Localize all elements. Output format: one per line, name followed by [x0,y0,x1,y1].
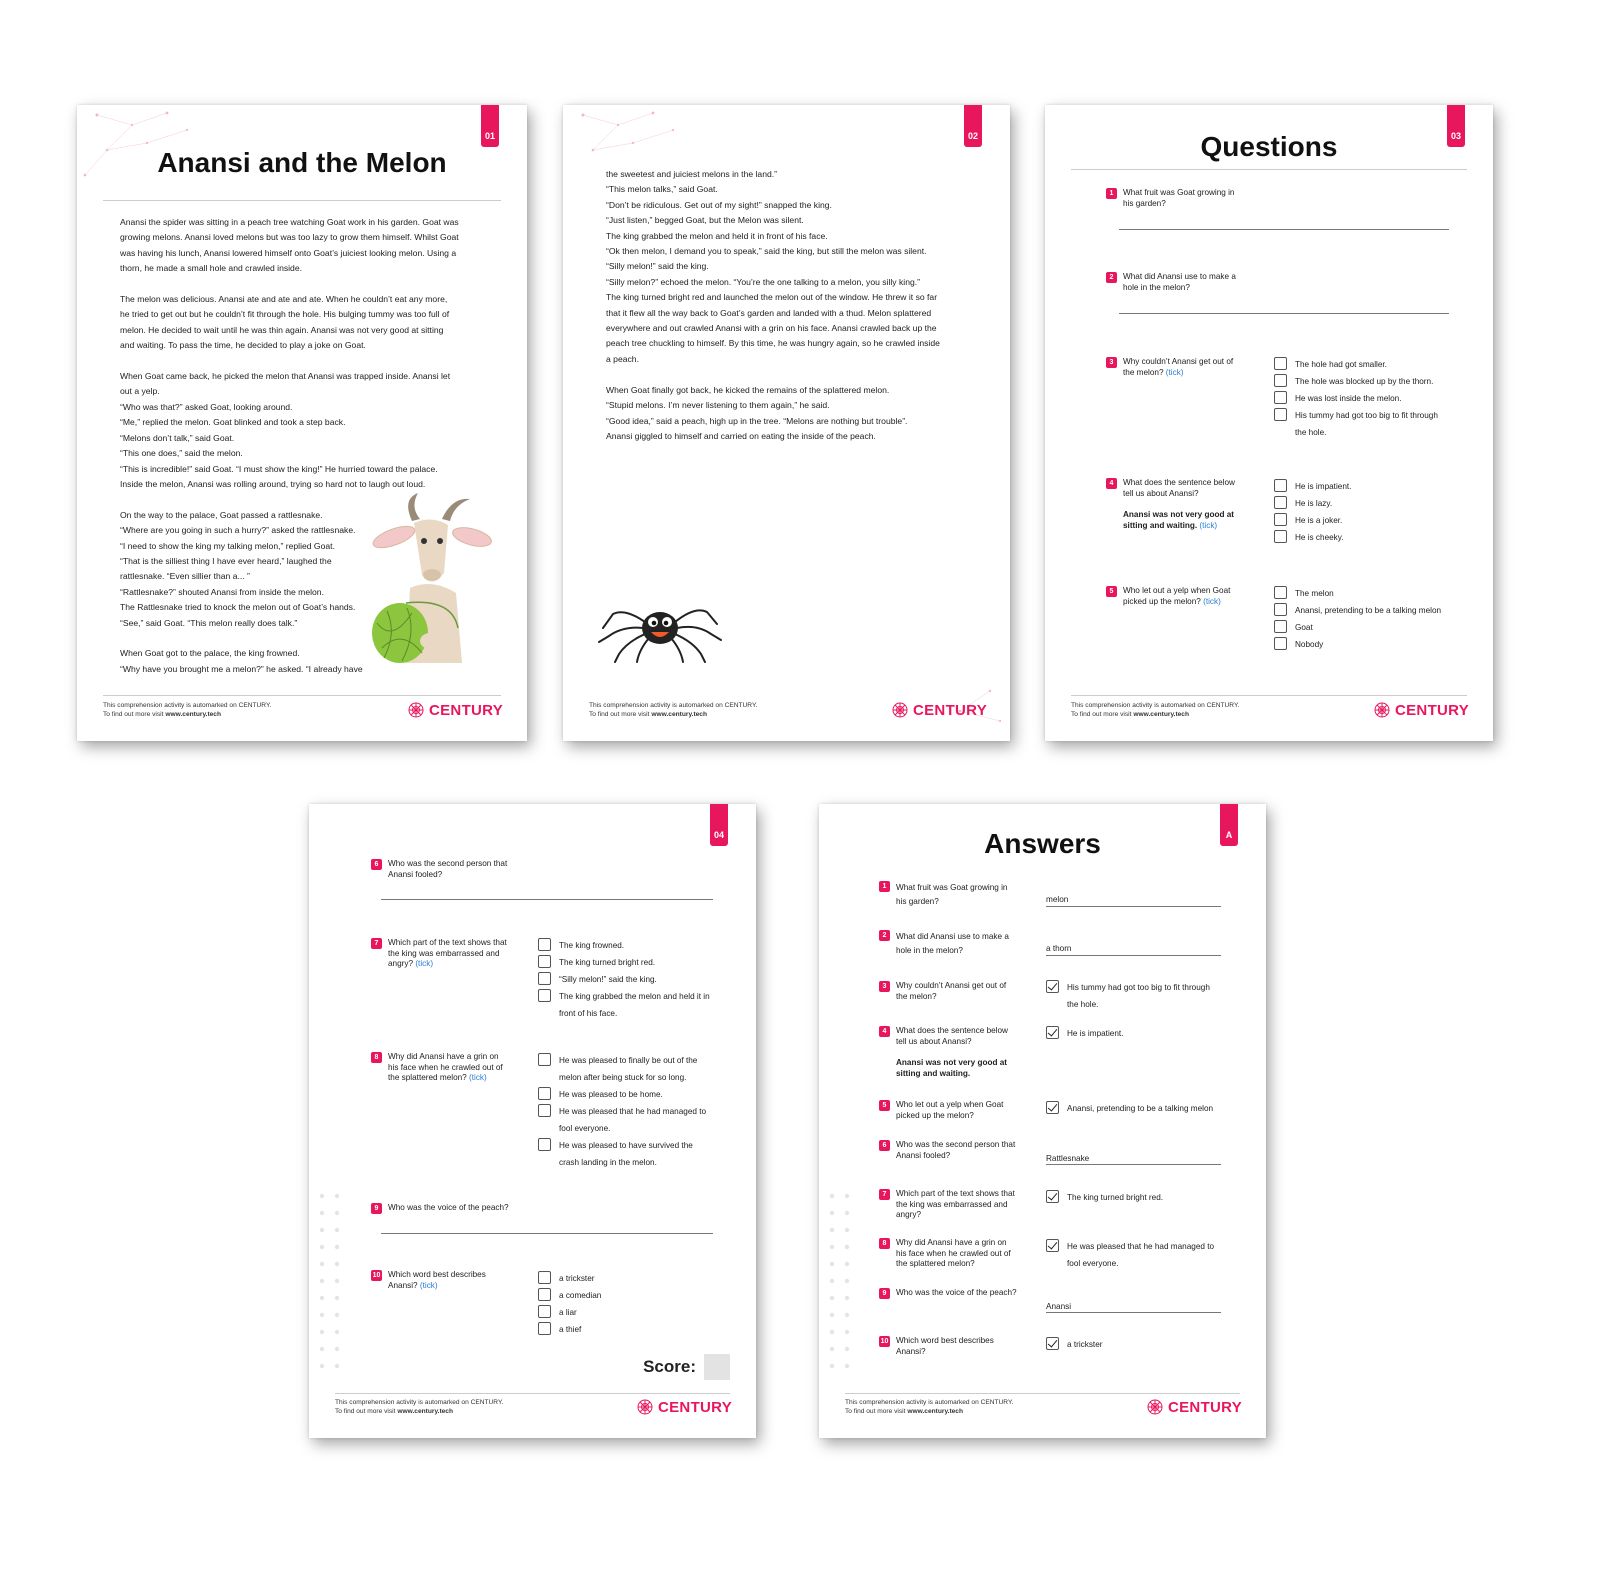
option-label: melon after being stuck for so long. [559,1073,687,1082]
tick-hint: (tick) [469,1073,487,1083]
option-checkbox[interactable] [1274,479,1287,492]
century-logo-text: CENTURY [913,701,988,719]
century-logo-text: CENTURY [1395,701,1470,719]
question-number: 3 [879,981,890,992]
text-line: and waiting. To pass the time, he decided to play a joke on Goat. [120,340,366,351]
text-line: “Who was that?” asked Goat, looking around. [120,401,293,412]
checkbox-checked [1046,1026,1059,1039]
tick-hint: (tick) [1203,596,1221,606]
option-checkbox[interactable] [538,1305,551,1318]
footer-note: This comprehension activity is automarked on CENTURY. To find out more visit www.century.tech [845,1399,1014,1415]
option-label: Nobody [1295,640,1324,649]
option-checkbox[interactable] [538,989,551,1002]
option-row [538,1052,738,1069]
tick-hint: (tick) [415,959,434,969]
answer-choice-8: He was pleased that he had managed to fool everyone. [1046,1238,1246,1272]
answer-row-8: 8 Why did Anansi have a grin on his face when he crawled out of the splattered melon? [879,1238,1049,1272]
answer-value: melon [1046,895,1069,904]
century-logo-icon [891,701,909,719]
answer-line-9[interactable] [381,1233,713,1234]
page-number-tab: 03 [1447,105,1465,147]
text-line: Anansi the spider was sitting in a peach tree watching Goat work in his garden. Goat was [120,217,459,227]
option-checkbox[interactable] [538,1271,551,1284]
century-logo-text: CENTURY [429,701,504,719]
checkbox-checked [1046,1101,1059,1114]
option-label: The king grabbed the melon and held it in [559,992,710,1001]
question-number: 1 [1106,188,1117,199]
option-label: His tummy had got too big to fit through [1295,411,1438,420]
text-line: “Stupid melons. I’m never listening to them again,” he said. [606,400,830,411]
answer-line-1[interactable] [1119,229,1449,230]
option-row [1274,373,1474,390]
option-label: a thief [559,1325,582,1334]
answer-value: Anansi [1046,1302,1072,1311]
question-number: 9 [879,1288,890,1299]
option-label: Goat [1295,623,1313,632]
text-line: was having his lunch, Anansi lowered himself onto Goat’s juiciest looking melon. Using a [120,247,457,258]
text-line: “Rattlesnake?” shouted Anansi from inside the melon. [120,586,324,597]
option-row [538,1287,738,1304]
century-logo [1373,701,1469,719]
option-label: He was pleased to be home. [559,1090,663,1099]
text-line: The king grabbed the melon and held it in front of his face. [606,230,828,241]
century-logo-text: CENTURY [658,1398,733,1416]
answer-row-5: 5 Who let out a yelp when Goat picked up the melon? [879,1100,1049,1124]
option-row [1274,390,1474,407]
text-line: that it flew all the way back to Goat’s garden and landed with a thud. Melon splattered [606,307,932,318]
answer-line [1046,1312,1221,1313]
option-checkbox[interactable] [1274,408,1287,421]
answer-line-2[interactable] [1119,313,1449,314]
tick-hint: (tick) [419,1280,438,1290]
question-1: 1 What fruit was Goat growing in his garden? [1106,188,1276,212]
option-row [1274,619,1474,636]
text-line: “Me,” replied the melon. Goat blinked and took a step back. [120,417,346,428]
century-logo-icon [407,701,425,719]
footer-link[interactable]: www.century.tech [907,1408,964,1415]
text-line: “Just listen,” begged Goat, but the Melon was silent. [606,215,804,226]
option-checkbox[interactable] [1274,496,1287,509]
option-row [1274,529,1474,546]
option-checkbox[interactable] [1274,391,1287,404]
story-text-continued [606,167,986,444]
answer-choice-3: His tummy had got too big to fit through the hole. [1046,979,1246,1013]
option-row [1274,636,1474,653]
option-label: crash landing in the melon. [559,1158,657,1167]
option-label: He is impatient. [1295,482,1352,491]
question-3: 3 Why couldn’t Anansi get out of the melon? (tick) [1106,357,1276,381]
option-checkbox[interactable] [1274,357,1287,370]
question-number: 8 [371,1052,382,1063]
answer-row-3: 3 Why couldn’t Anansi get out of the melon? [879,981,1049,1005]
question-number: 4 [1106,478,1117,489]
footer-note: This comprehension activity is automarked on CENTURY. To find out more visit www.century.tech [1071,702,1240,718]
option-row [538,1321,738,1338]
question-number: 9 [371,1203,382,1214]
worksheet-page-1 [77,105,527,741]
footer-note: This comprehension activity is automarked on CENTURY. To find out more visit www.century.tech [103,702,272,718]
option-row [1274,356,1474,373]
worksheet-page-3-questions [1045,105,1493,741]
text-line: “Melons don’t talk,” said Goat. [120,432,235,443]
option-continuation [538,1120,738,1137]
text-line: “This melon talks,” said Goat. [606,184,718,195]
answer-row-1: 1 What fruit was Goat growing in his garden? [879,881,1049,905]
question-number: 2 [1106,272,1117,283]
century-logo-icon [636,1398,654,1416]
option-checkbox[interactable] [538,1053,551,1066]
text-line [120,354,500,369]
answer-choice-4: He is impatient. [1046,1025,1246,1042]
answer-value: Rattlesnake [1046,1154,1090,1163]
option-label: front of his face. [559,1009,618,1018]
option-label: the hole. [1295,428,1327,437]
option-label: He was pleased that he had managed to [559,1107,707,1116]
footer-link[interactable]: www.century.tech [1133,711,1190,718]
question-number: 4 [879,1026,890,1037]
questions-title: Questions [1200,131,1338,162]
options-question-4 [1274,478,1474,546]
question-number: 5 [879,1100,890,1111]
century-logo [891,701,987,719]
option-label: The king frowned. [559,941,625,950]
answer-row-7: 7 Which part of the text shows that the king was embarrassed and angry? [879,1189,1049,1223]
text-line: “Silly melon!” said the king. [606,261,709,272]
question-4: 4 What does the sentence below tell us about Anansi? Anansi was not very good at sitting and waiting. (tick) [1106,478,1276,538]
checkbox-checked [1046,980,1059,993]
option-label: a comedian [559,1291,602,1300]
century-logo-icon [1373,701,1391,719]
text-line: The melon was delicious. Anansi ate and ate and ate. When he couldn’t eat any more, [120,294,448,305]
text-line [606,367,986,382]
footer-divider [103,695,501,696]
option-row [538,1270,738,1287]
answer-row-4: 4 What does the sentence below tell us about Anansi? Anansi was not very good at sitting and waiting. [879,1026,1049,1082]
option-checkbox[interactable] [538,972,551,985]
text-line: The king turned bright red and launched the melon out of the window. He threw it so far [606,292,938,303]
answers-title: Answers [984,828,1101,859]
option-label: He was pleased to have survived the [559,1141,693,1150]
question-number: 8 [879,1238,890,1249]
options-question-5 [1274,585,1474,653]
option-checkbox[interactable] [538,1104,551,1117]
option-checkbox[interactable] [538,1322,551,1335]
footer-link[interactable]: www.century.tech [651,711,708,718]
question-number: 2 [879,930,890,941]
question-2: 2 What did Anansi use to make a hole in the melon? [1106,272,1276,296]
option-row [1274,407,1474,424]
option-continuation [538,1069,738,1086]
century-logo-icon [1146,1398,1164,1416]
answer-line [1046,955,1221,956]
option-label: He was pleased to finally be out of the [559,1056,698,1065]
century-logo [636,1398,732,1416]
dot-grid-decoration [315,1192,345,1372]
option-label: a trickster [559,1274,595,1283]
option-row [538,988,738,1005]
option-row [1274,602,1474,619]
text-line: “This is incredible!” said Goat. “I must show the king!” He hurried toward the palace. [120,463,438,474]
text-line: growing melons. Anansi loved melons but was too lazy to grow them himself. Whilst Goat [120,232,459,243]
dot-grid-decoration [825,1192,855,1372]
question-number: 10 [372,1272,381,1279]
footer-link[interactable]: www.century.tech [165,711,222,718]
question-7: 7 Which part of the text shows that the king was embarrassed and angry? (tick) [371,938,541,972]
option-row [1274,495,1474,512]
answer-choice-10: a trickster [1046,1336,1246,1353]
text-line: melon. He decided to wait until he was thin again. Anansi was not very good at sitting [120,324,444,335]
option-checkbox[interactable] [538,938,551,951]
checkbox-checked [1046,1337,1059,1350]
option-row [1274,478,1474,495]
text-line: rattlesnake. “Even sillier than a... ” [120,571,250,582]
text-line: When Goat finally got back, he kicked the remains of the splattered melon. [606,384,890,395]
text-line: When Goat came back, he picked the melon that Anansi was trapped inside. Anansi let [120,371,451,382]
century-logo [1146,1398,1242,1416]
answer-choice-5: Anansi, pretending to be a talking melon [1046,1100,1256,1117]
option-row [538,971,738,988]
option-continuation [1274,424,1474,441]
text-line: “I need to show the king my talking melon,” replied Goat. [120,540,335,551]
page-number-tab: 01 [481,105,499,147]
footer-link[interactable]: www.century.tech [397,1408,454,1415]
option-row [538,1103,738,1120]
score-box[interactable] [704,1354,730,1380]
text-line: thorn, he made a small hole and crawled inside. [120,263,303,274]
text-line: The Rattlesnake tried to knock the melon out of Goat’s hands. [120,602,356,613]
option-checkbox[interactable] [1274,530,1287,543]
text-line: he tried to get out but he couldn’t fit through the hole. His bulging tummy was too full of [120,309,450,320]
option-continuation [538,1154,738,1171]
option-label: He was lost inside the melon. [1295,394,1402,403]
option-checkbox[interactable] [538,1138,551,1151]
score-label: Score: [643,1357,696,1376]
option-row [538,937,738,954]
options-question-3 [1274,356,1474,441]
question-number: 10 [880,1338,889,1345]
worksheet-answers-page [819,804,1266,1438]
option-label: “Silly melon!” said the king. [559,975,657,984]
story-title: Anansi and the Melon [157,147,447,178]
option-checkbox[interactable] [538,1288,551,1301]
option-label: The hole had got smaller. [1295,360,1387,369]
answer-row-6: 6 Who was the second person that Anansi fooled? [879,1140,1049,1164]
text-line: a peach. [606,353,639,364]
options-question-8 [538,1052,738,1171]
option-label: The melon [1295,589,1334,598]
option-label: He is a joker. [1295,516,1343,525]
text-line: “That is the silliest thing I have ever heard,” laughed the [120,555,332,566]
page-number-tab: 04 [710,804,728,846]
text-line: “See,” said Goat. “This melon really does talk.” [120,617,298,628]
worksheet-page-2 [563,105,1010,741]
tick-hint: (tick) [1199,520,1218,530]
question-number: 7 [371,938,382,949]
title-divider [103,200,501,201]
text-line: Inside the melon, Anansi was rolling around, trying so hard not to laugh out loud. [120,478,426,489]
goat-holding-melon-illustration [372,493,492,668]
option-checkbox[interactable] [1274,513,1287,526]
option-row [538,1137,738,1154]
option-label: He is lazy. [1295,499,1333,508]
question-number: 5 [1106,586,1117,597]
option-checkbox[interactable] [1274,620,1287,633]
option-checkbox[interactable] [1274,637,1287,650]
text-line: “Why have you brought me a melon?” he asked. “I already have [120,663,363,674]
answer-line-6[interactable] [381,899,713,900]
option-row [538,1086,738,1103]
text-line: “Where are you going in such a hurry?” asked the rattlesnake. [120,525,356,536]
text-line: everywhere and out crawled Anansi with a grin on his face. Anansi crawled back up the [606,323,937,334]
score-field [643,1354,730,1380]
text-line: “Don’t be ridiculous. Get out of my sight!” snapped the king. [606,199,832,210]
answer-row-9: 9 Who was the voice of the peach? [879,1288,1079,1300]
option-label: The king turned bright red. [559,958,656,967]
option-continuation [538,1005,738,1022]
option-row [1274,585,1474,602]
option-label: The hole was blocked up by the thorn. [1295,377,1434,386]
answer-choice-7: The king turned bright red. [1046,1189,1246,1206]
question-6: 6 Who was the second person that Anansi fooled? [371,859,541,883]
option-label: Anansi, pretending to be a talking melon [1295,606,1442,615]
tick-hint: (tick) [1165,367,1184,377]
options-question-7 [538,937,738,1022]
text-line: the sweetest and juiciest melons in the land.” [606,169,778,179]
text-line: “This one does,” said the melon. [120,448,243,459]
text-line: peach tree chuckling to himself. By this time, he was hungry again, so he crawled inside [606,338,940,349]
worksheet-page-4-questions [309,804,756,1438]
options-question-10 [538,1270,738,1338]
option-row [538,954,738,971]
century-logo-text: CENTURY [1168,1398,1243,1416]
question-number: 7 [879,1189,890,1200]
footer-divider [335,1393,730,1394]
page-number-tab: 02 [964,105,982,147]
answer-row-2: 2 What did Anansi use to make a hole in the melon? [879,930,1049,954]
text-line: On the way to the palace, Goat passed a rattlesnake. [120,509,323,520]
option-label: a liar [559,1308,577,1317]
option-checkbox[interactable] [1274,586,1287,599]
text-line: “Silly melon?” echoed the melon. “You’re the one talking to a melon, you silly king.” [606,276,920,287]
checkbox-checked [1046,1190,1059,1203]
text-line [120,277,500,292]
text-line: When Goat got to the palace, the king frowned. [120,648,300,659]
question-number: 6 [879,1140,890,1151]
question-5: 5 Who let out a yelp when Goat picked up the melon? (tick) [1106,586,1276,610]
answer-line [1046,1164,1221,1165]
answer-line [1046,906,1221,907]
question-number: 6 [371,859,382,870]
footer-divider [845,1393,1240,1394]
option-checkbox[interactable] [1274,374,1287,387]
option-row [1274,512,1474,529]
checkbox-checked [1046,1239,1059,1252]
text-line: “Ok then melon, I demand you to speak,” said the king, but still the melon was silent. [606,246,927,257]
footer-divider [1071,695,1467,696]
answer-value: a thorn [1046,944,1072,953]
option-checkbox[interactable] [1274,603,1287,616]
option-row [538,1304,738,1321]
option-label: fool everyone. [559,1124,611,1133]
century-logo [407,701,503,719]
option-label: He is cheeky. [1295,533,1344,542]
title-divider [1071,169,1467,170]
text-line: “Good idea,” said a peach, high up in the tree. “Melons are nothing but trouble”. [606,415,908,426]
question-number: 3 [1106,357,1117,368]
option-checkbox[interactable] [538,955,551,968]
answer-row-10: 10 Which word best describes Anansi? [880,1336,994,1356]
footer-note: This comprehension activity is automarked on CENTURY. To find out more visit www.century.tech [589,702,758,718]
question-8: 8 Why did Anansi have a grin on his face when he crawled out of the splattered melon? (tick) [371,1052,541,1086]
question-10: 10 Which word best describes Anansi? (tick) [372,1270,486,1290]
question-9: 9 Who was the voice of the peach? [371,1203,571,1215]
page-number-tab: A [1220,804,1238,846]
text-line: Anansi giggled to himself and carried on eating the inside of the peach. [606,430,876,441]
text-line: out a yelp. [120,386,160,397]
spider-illustration [595,590,725,665]
option-checkbox[interactable] [538,1087,551,1100]
question-number: 1 [879,881,890,892]
footer-note: This comprehension activity is automarked on CENTURY. To find out more visit www.century.tech [335,1399,504,1415]
